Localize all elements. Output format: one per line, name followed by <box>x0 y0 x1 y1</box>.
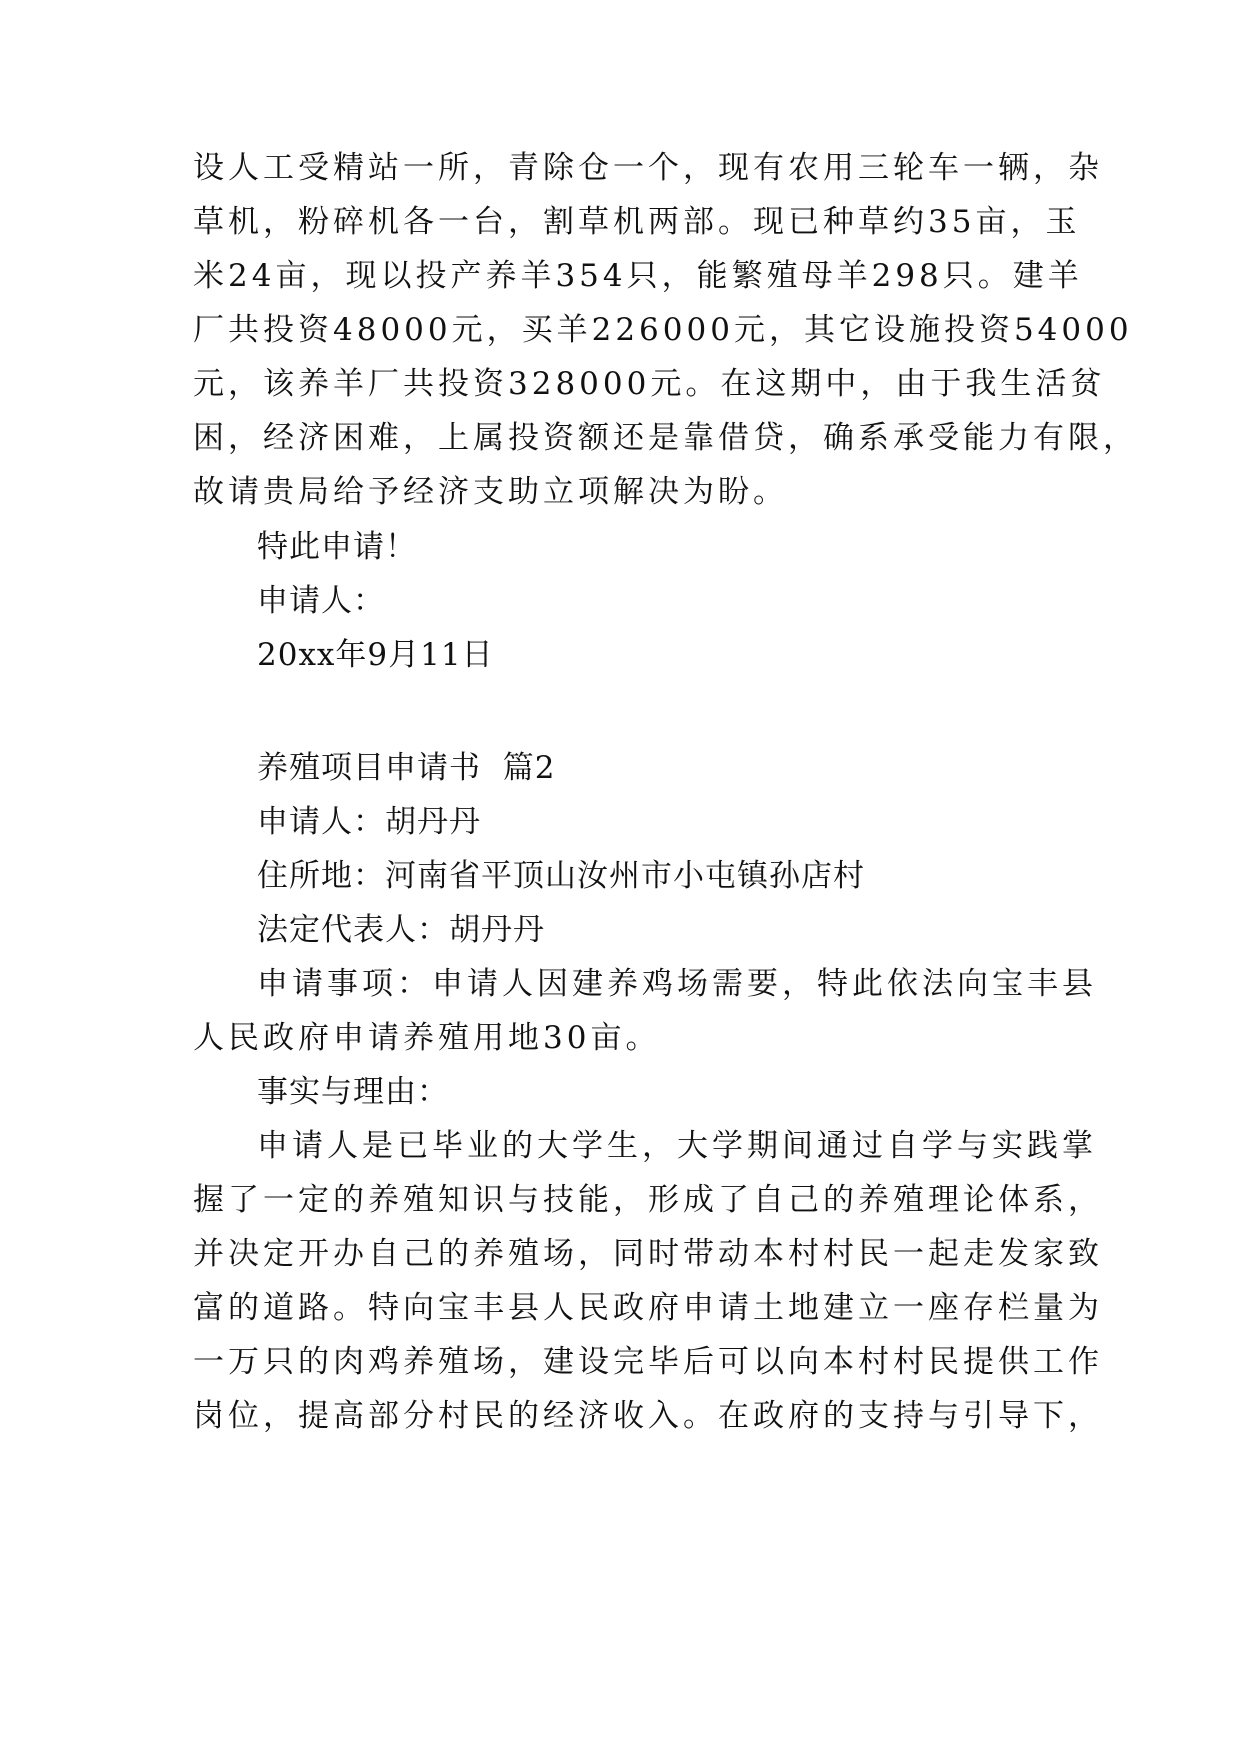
request-line: 人民政府申请养殖用地30亩。 <box>193 1020 661 1056</box>
paragraph-line: 故请贵局给予经济支助立项解决为盼。 <box>193 474 788 510</box>
section-title: 养殖项目申请书 篇2 <box>257 750 556 786</box>
paragraph-line: 设人工受精站一所，青除仓一个，现有农用三轮车一辆，杂 <box>193 150 1103 186</box>
paragraph-line: 元，该养羊厂共投资328000元。在这期中，由于我生活贫 <box>193 366 1106 402</box>
address-line: 住所地：河南省平顶山汝州市小屯镇孙店村 <box>257 858 865 894</box>
applicant-line: 申请人：胡丹丹 <box>257 804 481 840</box>
request-line: 申请事项：申请人因建养鸡场需要，特此依法向宝丰县 <box>257 966 1097 1002</box>
facts-heading: 事实与理由： <box>257 1074 449 1110</box>
date-line: 20xx年9月11日 <box>257 637 494 673</box>
paragraph-line: 米24亩，现以投产养羊354只，能繁殖母羊298只。建羊 <box>193 258 1083 294</box>
closing-line: 特此申请！ <box>257 529 417 565</box>
facts-line: 并决定开办自己的养殖场，同时带动本村村民一起走发家致 <box>193 1236 1103 1272</box>
paragraph-line: 厂共投资48000元，买羊226000元，其它设施投资54000 <box>193 312 1133 348</box>
facts-line: 富的道路。特向宝丰县人民政府申请土地建立一座存栏量为 <box>193 1290 1103 1326</box>
legal-rep-line: 法定代表人：胡丹丹 <box>257 912 545 948</box>
facts-line: 岗位，提高部分村民的经济收入。在政府的支持与引导下， <box>193 1398 1103 1434</box>
paragraph-line: 草机，粉碎机各一台，割草机两部。现已种草约35亩，玉 <box>193 204 1081 240</box>
facts-line: 一万只的肉鸡养殖场，建设完毕后可以向本村村民提供工作 <box>193 1344 1103 1380</box>
paragraph-line: 困，经济困难，上属投资额还是靠借贷，确系承受能力有限， <box>193 420 1138 456</box>
facts-line: 握了一定的养殖知识与技能，形成了自己的养殖理论体系， <box>193 1182 1103 1218</box>
applicant-signature: 申请人： <box>257 583 385 619</box>
facts-line: 申请人是已毕业的大学生，大学期间通过自学与实践掌 <box>257 1128 1097 1164</box>
